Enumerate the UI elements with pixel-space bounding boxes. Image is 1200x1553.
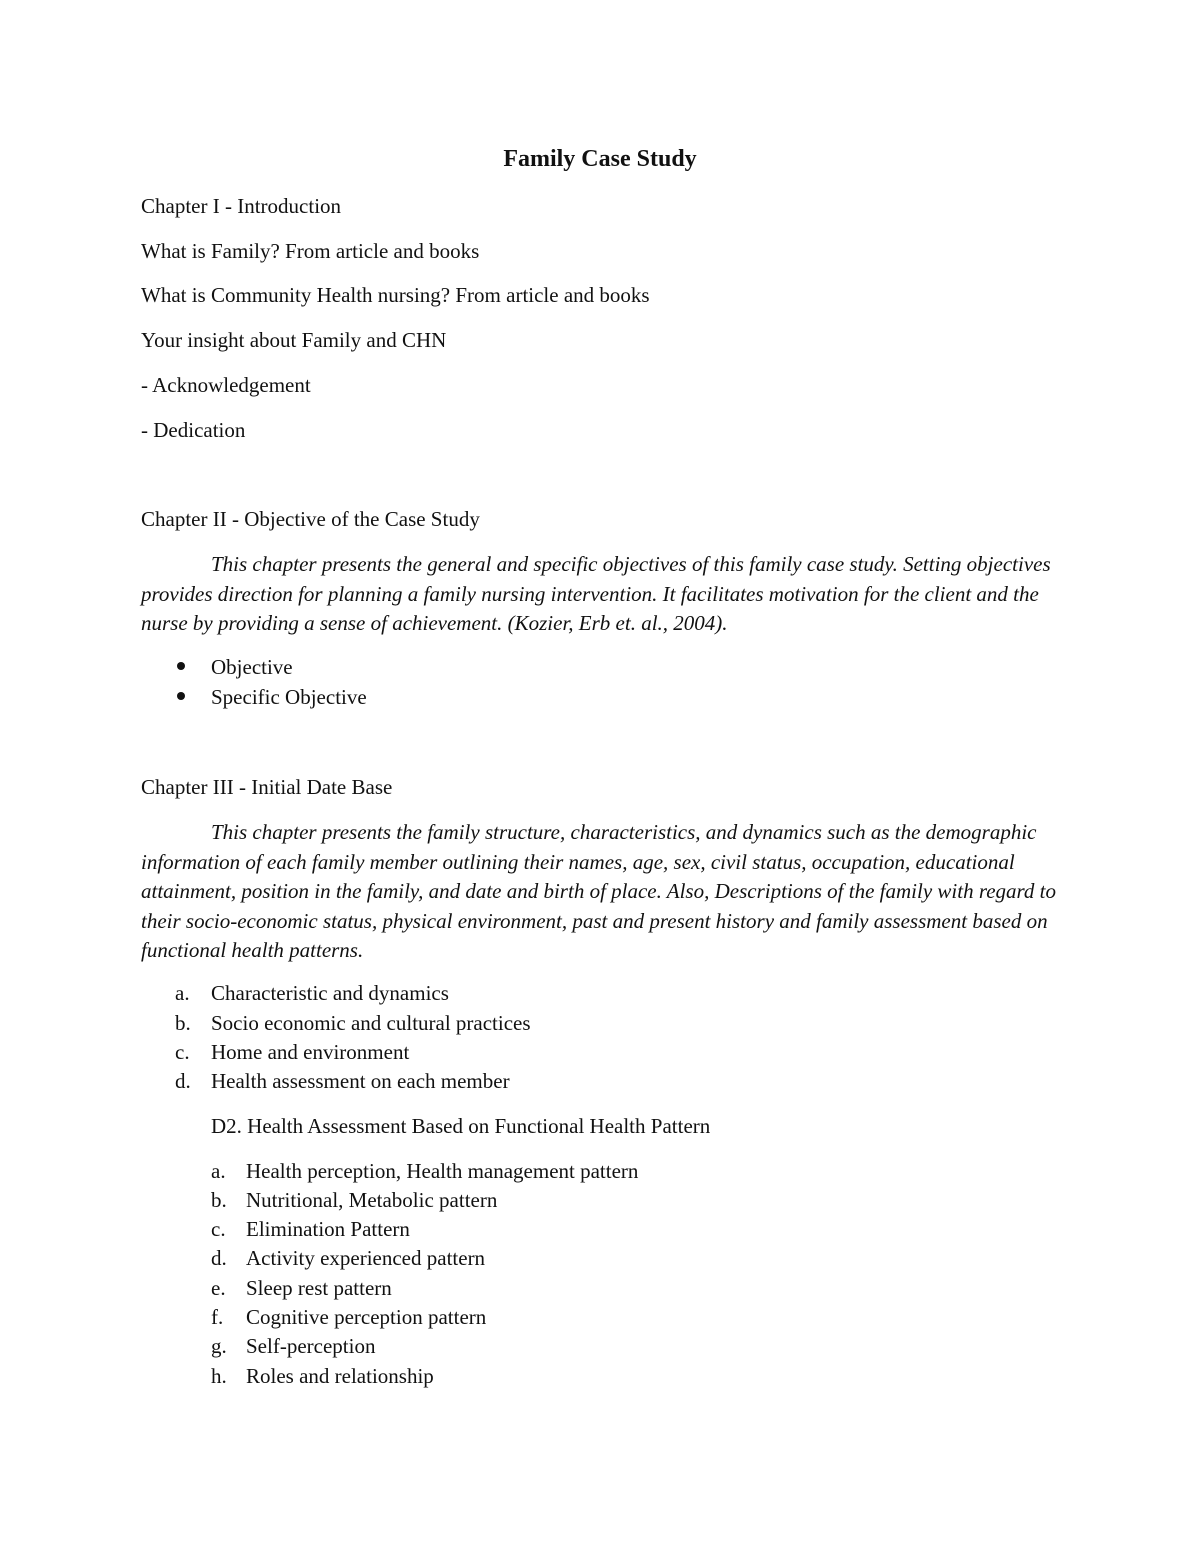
list-item: Socio economic and cultural practices (211, 1011, 531, 1035)
list-item: Cognitive perception pattern (246, 1305, 487, 1329)
chapter-2-heading: Chapter II - Objective of the Case Study (141, 507, 480, 531)
list-marker: a. (175, 981, 190, 1005)
list-marker: f. (211, 1305, 224, 1329)
chapter-1-line: What is Family? From article and books (141, 239, 480, 263)
list-item: Characteristic and dynamics (211, 981, 449, 1005)
list-marker: e. (211, 1276, 226, 1300)
chapter-1-line: - Acknowledgement (141, 373, 311, 397)
specific-objective-bullet: Specific Objective (211, 685, 367, 709)
list-item: Roles and relationship (246, 1364, 434, 1388)
list-marker: d. (211, 1246, 227, 1270)
list-item: Nutritional, Metabolic pattern (246, 1188, 498, 1212)
chapter-1-line: What is Community Health nursing? From article and books (141, 283, 650, 307)
list-marker: b. (211, 1188, 227, 1212)
list-marker: h. (211, 1364, 227, 1388)
list-marker: c. (211, 1217, 226, 1241)
list-marker: g. (211, 1334, 227, 1358)
list-item: Health assessment on each member (211, 1069, 510, 1093)
chapter-3-heading: Chapter III - Initial Date Base (141, 775, 393, 799)
list-marker: c. (175, 1040, 190, 1064)
list-item: Activity experienced pattern (246, 1246, 486, 1270)
list-marker: d. (175, 1069, 191, 1093)
objective-bullet: Objective (211, 655, 293, 679)
chapter-3-paragraph: This chapter presents the family structure, characteristics, and dynamics such as the demographic information of each family member outlining their names, age, sex, civil status, occupation, educational attainment, position in the family, and date and birth of place. Also, Descriptions of the family with regard to their socio-economic status, physical environment, past and present history and family assessment based on functional health patterns. (141, 820, 1057, 962)
list-marker: a. (211, 1159, 226, 1183)
list-item: Health perception, Health management pattern (246, 1159, 639, 1183)
list-item: Sleep rest pattern (246, 1276, 392, 1300)
bullet-icon (177, 692, 185, 700)
chapter-1-line: - Dedication (141, 418, 246, 442)
list-item: Self-perception (246, 1334, 376, 1358)
list-marker: b. (175, 1011, 191, 1035)
document-title: Family Case Study (503, 146, 697, 172)
list-item: Elimination Pattern (246, 1217, 410, 1241)
chapter-1-line: Your insight about Family and CHN (141, 328, 447, 352)
chapter-2-paragraph: This chapter presents the general and specific objectives of this family case study. Setting objectives provides direction for planning a family nursing intervention. It facilitates motivation for the client and the nurse by providing a sense of achievement. (Kozier, Erb et. al., 2004). (141, 552, 1051, 635)
list-item: Home and environment (211, 1040, 410, 1064)
subsection-heading: D2. Health Assessment Based on Functional Health Pattern (211, 1114, 711, 1138)
bullet-icon (177, 662, 185, 670)
chapter-1-heading: Chapter I - Introduction (141, 194, 342, 218)
